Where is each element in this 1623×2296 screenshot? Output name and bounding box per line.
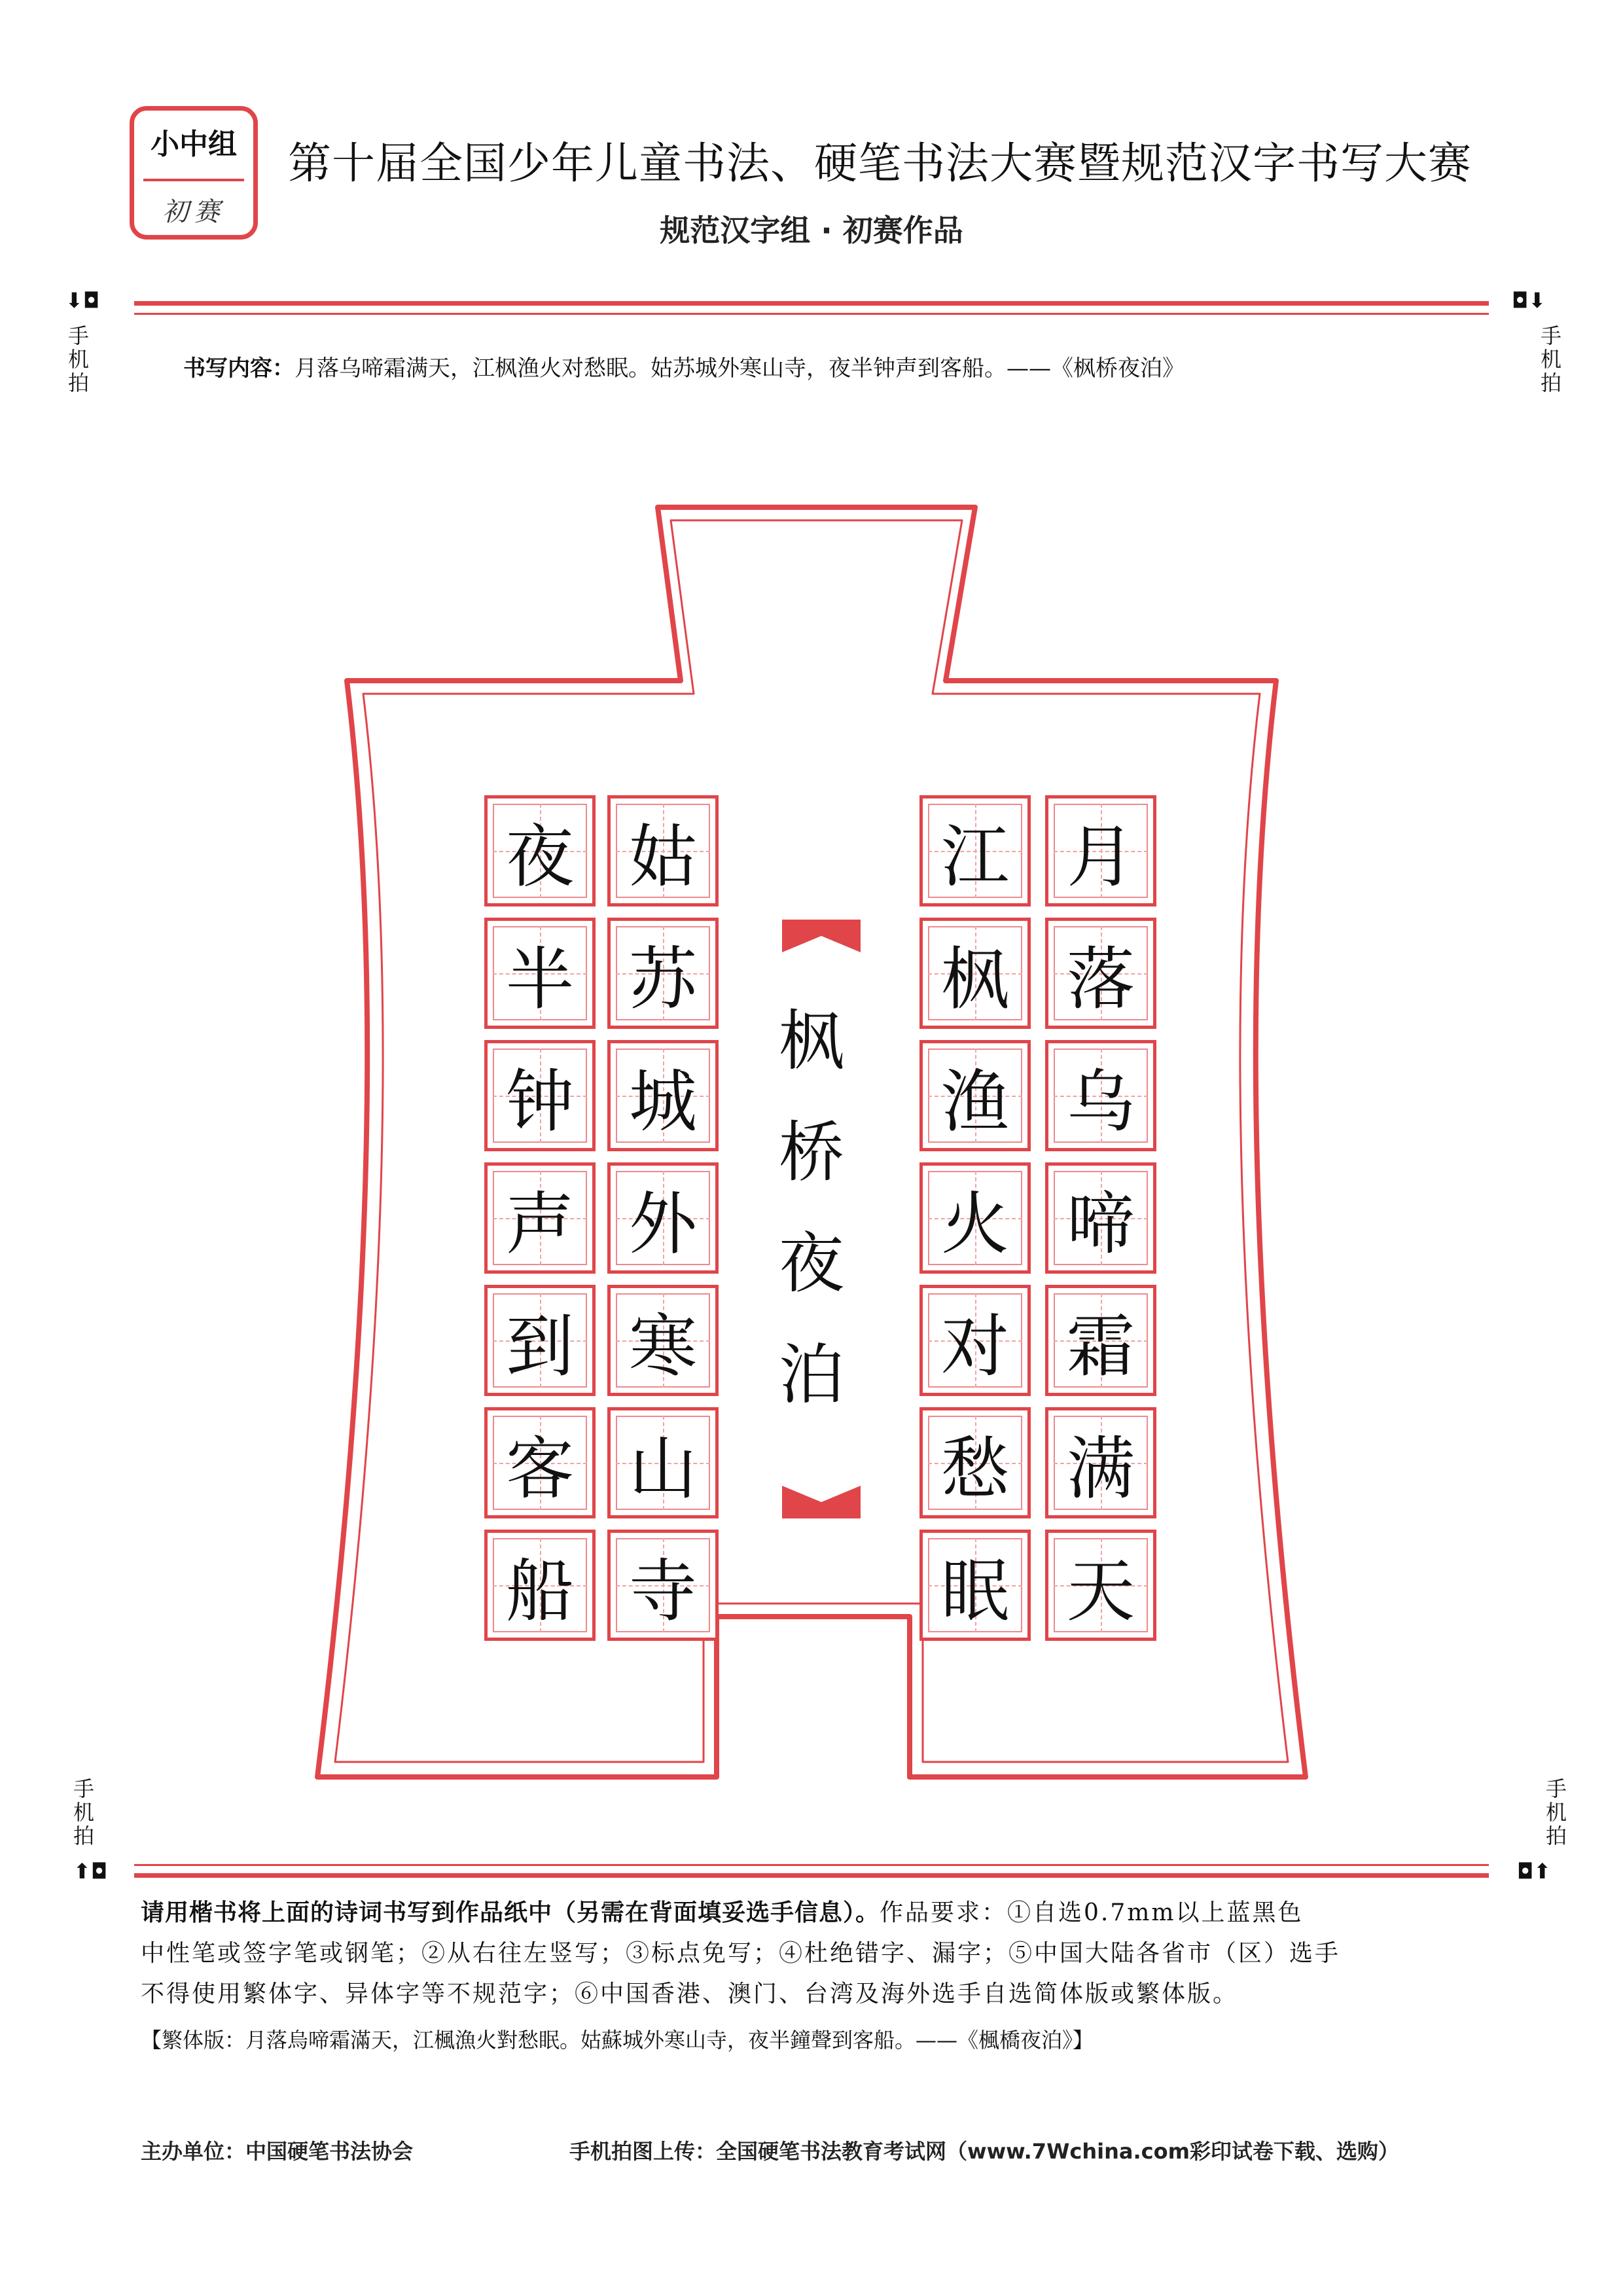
written-char: 愁 bbox=[940, 1429, 1009, 1509]
badge-group-label: 小中组 bbox=[151, 128, 237, 161]
grid-cell bbox=[1045, 918, 1156, 1029]
grid-cell bbox=[919, 918, 1031, 1029]
written-char: 声 bbox=[505, 1184, 574, 1264]
written-char: 夜 bbox=[505, 817, 574, 897]
written-char: 寒 bbox=[628, 1306, 697, 1386]
grid-cell bbox=[607, 1530, 719, 1641]
instructions-line-1 bbox=[141, 1893, 1508, 1933]
grid-cell bbox=[919, 1407, 1031, 1518]
written-char: 渔 bbox=[940, 1062, 1009, 1141]
footer-upload-info: 手机拍图上传：全国硬笔书法教育考试网（www.7Wchina.com彩印试卷下载、选购） bbox=[569, 2139, 1399, 2164]
written-char: 寺 bbox=[628, 1551, 697, 1631]
written-char: 满 bbox=[1066, 1429, 1135, 1509]
written-char: 外 bbox=[628, 1184, 697, 1264]
page-subtitle: 规范汉字组 · 初赛作品 bbox=[660, 213, 963, 248]
written-char: 客 bbox=[505, 1429, 574, 1509]
side-label-bottom-left: 手 机 拍 bbox=[73, 1776, 94, 1848]
grid-cell bbox=[607, 1285, 719, 1396]
written-char: 到 bbox=[505, 1306, 574, 1386]
grid-cell bbox=[484, 1040, 596, 1151]
written-char: 天 bbox=[1066, 1551, 1135, 1631]
written-char: 落 bbox=[1066, 939, 1135, 1019]
written-char: 山 bbox=[628, 1429, 697, 1509]
written-char: 姑 bbox=[628, 817, 697, 897]
written-char: 乌 bbox=[1066, 1062, 1135, 1141]
grid-cell bbox=[919, 1530, 1031, 1641]
grid-cell bbox=[484, 1407, 596, 1518]
side-label-bottom-right: 手 机 拍 bbox=[1545, 1776, 1567, 1848]
instructions-line-3: 不得使用繁体字、异体字等不规范字；⑥中国香港、澳门、台湾及海外选手自选简体版或繁体版。 bbox=[141, 1981, 1239, 2007]
written-char: 对 bbox=[940, 1306, 1009, 1386]
camera-icon-bottom-right: ◘⬆ bbox=[1517, 1859, 1552, 1884]
written-char: 眠 bbox=[940, 1551, 1009, 1631]
traditional-version-note: 【繁体版：月落烏啼霜滿天，江楓漁火對愁眠。姑蘇城外寒山寺，夜半鐘聲到客船。——《楓橋夜泊》】 bbox=[141, 2028, 1094, 2053]
ribbon-top bbox=[782, 920, 861, 952]
instructions-lead: 请用楷书将上面的诗词书写到作品纸中（另需在背面填妥选手信息）。 bbox=[141, 1899, 880, 1926]
instructions-line-2: 中性笔或签字笔或钢笔；②从右往左竖写；③标点免写；④杜绝错字、漏字；⑤中国大陆各省市（区）选手 bbox=[141, 1940, 1341, 1967]
grid-cell bbox=[1045, 795, 1156, 906]
side-label-top-left: 手 机 拍 bbox=[67, 323, 89, 395]
grid-cell bbox=[607, 918, 719, 1029]
grid-cell bbox=[484, 1530, 596, 1641]
camera-icon-top-right: ◘⬇ bbox=[1512, 288, 1546, 313]
footer-organizer: 主办单位：中国硬笔书法协会 bbox=[141, 2139, 414, 2164]
written-char: 钟 bbox=[505, 1062, 574, 1141]
bottom-rule-thin bbox=[134, 1864, 1489, 1866]
grid-cell bbox=[919, 1285, 1031, 1396]
written-char: 啼 bbox=[1066, 1184, 1135, 1264]
written-char: 枫 bbox=[940, 939, 1009, 1019]
written-char: 船 bbox=[505, 1551, 574, 1631]
grid-cell bbox=[1045, 1285, 1156, 1396]
grid-cell bbox=[484, 1162, 596, 1274]
grid-cell bbox=[1045, 1407, 1156, 1518]
poem-title-char: 枫 bbox=[779, 1003, 844, 1079]
written-char: 霜 bbox=[1066, 1306, 1135, 1386]
grid-cell bbox=[484, 1285, 596, 1396]
poem-title-char: 泊 bbox=[779, 1336, 844, 1413]
grid-cell bbox=[1045, 1530, 1156, 1641]
bottom-rule bbox=[134, 1873, 1489, 1878]
written-char: 半 bbox=[505, 939, 574, 1019]
grid-cell bbox=[607, 1162, 719, 1274]
written-char: 月 bbox=[1066, 817, 1135, 897]
grid-cell bbox=[1045, 1040, 1156, 1151]
writing-content-text: 月落乌啼霜满天，江枫渔火对愁眠。姑苏城外寒山寺，夜半钟声到客船。——《枫桥夜泊》 bbox=[294, 355, 1185, 382]
instructions-requirements: 作品要求：①自选0.7mm以上蓝黑色 bbox=[880, 1899, 1304, 1926]
written-char: 城 bbox=[628, 1062, 697, 1141]
written-char: 苏 bbox=[628, 939, 697, 1019]
grid-cell bbox=[484, 795, 596, 906]
written-char: 江 bbox=[940, 817, 1009, 897]
poem-title-char: 桥 bbox=[779, 1114, 844, 1191]
grid-cell bbox=[484, 918, 596, 1029]
ribbon-bottom bbox=[782, 1486, 861, 1518]
grid-cell bbox=[919, 1040, 1031, 1151]
page-title: 第十届全国少年儿童书法、硬笔书法大赛暨规范汉字书写大赛 bbox=[288, 138, 1472, 188]
writing-content-label: 书写内容： bbox=[183, 355, 294, 382]
written-char: 火 bbox=[940, 1184, 1009, 1264]
grid-cell bbox=[919, 1162, 1031, 1274]
grid-cell bbox=[1045, 1162, 1156, 1274]
side-label-top-right: 手 机 拍 bbox=[1540, 323, 1561, 395]
grid-cell bbox=[607, 1040, 719, 1151]
badge-stage-label: 初赛 bbox=[162, 196, 225, 227]
camera-icon-bottom-left: ⬆◘ bbox=[73, 1859, 108, 1884]
grid-cell bbox=[607, 795, 719, 906]
camera-icon-top-left: ⬇◘ bbox=[65, 288, 100, 313]
grid-cell bbox=[919, 795, 1031, 906]
grid-cell bbox=[607, 1407, 719, 1518]
poem-title-char: 夜 bbox=[779, 1225, 844, 1302]
